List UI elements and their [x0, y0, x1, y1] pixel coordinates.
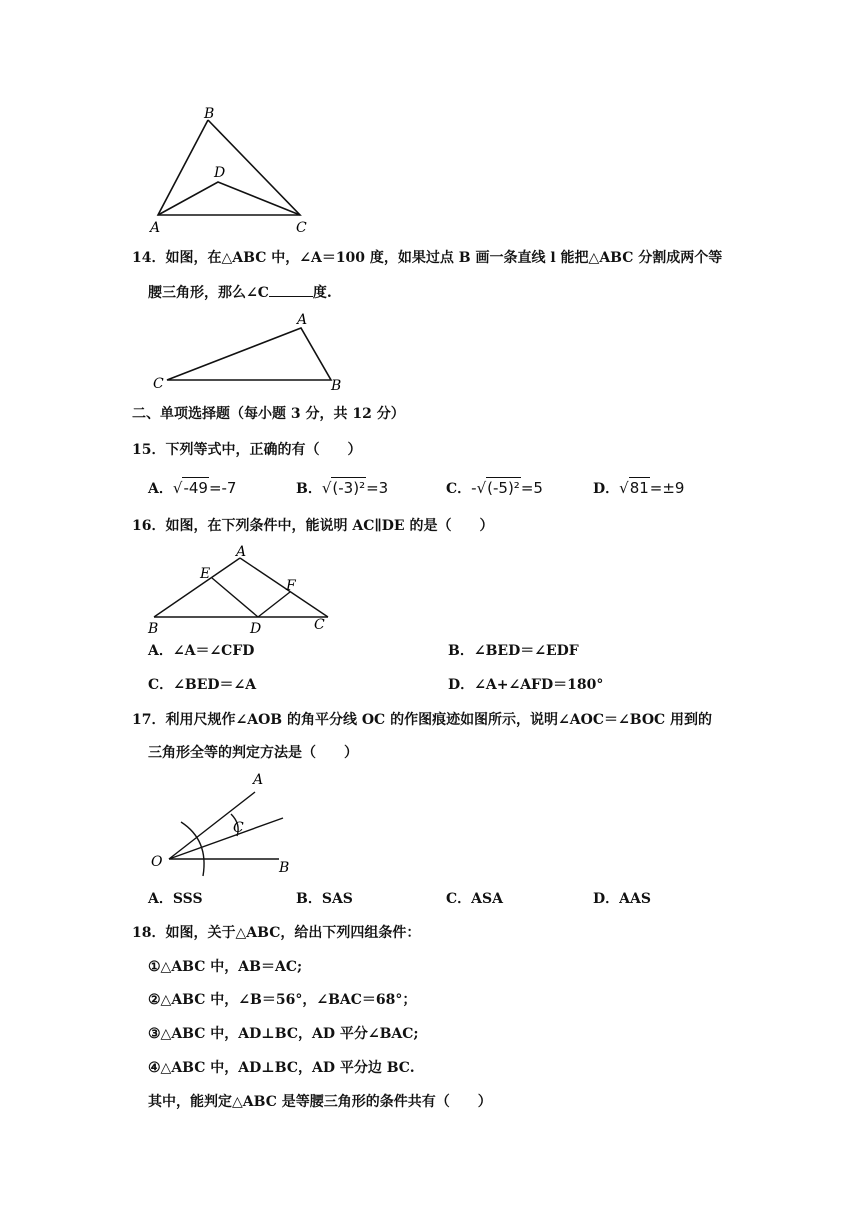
q18-condition-2: ②△ABC 中，∠B＝56°，∠BAC＝68°；	[148, 992, 417, 1008]
label-C: C	[314, 617, 325, 633]
q17-option-c: C．ASA	[446, 891, 503, 907]
q18-condition-3: ③△ABC 中，AD⊥BC，AD 平分∠BAC;	[148, 1026, 419, 1042]
figure-q17	[145, 768, 305, 878]
q14-line2-start: 腰三角形，那么∠C	[148, 285, 269, 301]
q17-option-d: D．AAS	[593, 891, 651, 907]
q17-option-b: B．SAS	[296, 891, 353, 907]
q14-line1: 14．如图，在△ABC 中，∠A＝100 度，如果过点 B 画一条直线 l 能把△ABC 分割成两个等	[132, 250, 723, 266]
section-title: 二、单项选择题（每小题 3 分，共 12 分）	[132, 406, 405, 422]
q16-option-a: A．∠A＝∠CFD	[148, 643, 255, 659]
label-A: A	[253, 772, 264, 788]
label-B: B	[279, 860, 290, 876]
label-C: C	[153, 376, 164, 392]
label-C: C	[233, 820, 244, 836]
q16-option-c: C．∠BED＝∠A	[148, 677, 257, 693]
label-A: A	[236, 544, 247, 560]
q18-condition-1: ①△ABC 中，AB＝AC;	[148, 959, 303, 975]
label-B: B	[331, 378, 342, 394]
q16-option-b: B．∠BED＝∠EDF	[448, 643, 579, 659]
q16-stem: 16．如图，在下列条件中，能说明 AC∥DE 的是（ ）	[132, 518, 494, 534]
q18-condition-4: ④△ABC 中，AD⊥BC，AD 平分边 BC.	[148, 1060, 415, 1076]
label-B: B	[204, 106, 215, 122]
label-O: O	[151, 854, 163, 870]
q17-option-a: A．SSS	[148, 891, 203, 907]
q18-tail: 其中，能判定△ABC 是等腰三角形的条件共有（ ）	[148, 1094, 492, 1110]
q15-option-c: C．-√(-5)²=5	[446, 479, 543, 497]
label-A: A	[150, 220, 161, 236]
q14-line2	[148, 282, 332, 303]
label-A: A	[297, 312, 308, 328]
label-C: C	[296, 220, 307, 236]
label-D: D	[214, 165, 226, 181]
label-B: B	[148, 621, 159, 636]
label-D: D	[250, 621, 262, 636]
label-F: F	[286, 578, 296, 594]
q17-line2: 三角形全等的判定方法是（ ）	[148, 745, 358, 761]
q16-option-d: D．∠A+∠AFD＝180°	[448, 677, 604, 693]
q15-stem: 15．下列等式中，正确的有（ ）	[132, 442, 362, 458]
q14-line2-end: 度.	[312, 285, 332, 301]
figure-q13	[140, 100, 320, 240]
q18-stem: 18．如图，关于△ABC，给出下列四组条件：	[132, 925, 421, 941]
q15-option-b: B．√(-3)²=3	[296, 479, 389, 497]
q14-answer-blank	[269, 282, 313, 297]
q15-option-a: A．√-49=-7	[148, 479, 237, 497]
q17-line1: 17．利用尺规作∠AOB 的角平分线 OC 的作图痕迹如图所示，说明∠AOC＝∠BOC 用到的	[132, 712, 713, 728]
figure-q14	[145, 308, 355, 396]
label-E: E	[200, 566, 211, 582]
q15-option-d: D．√81=±9	[593, 479, 685, 497]
figure-q16	[140, 540, 340, 636]
